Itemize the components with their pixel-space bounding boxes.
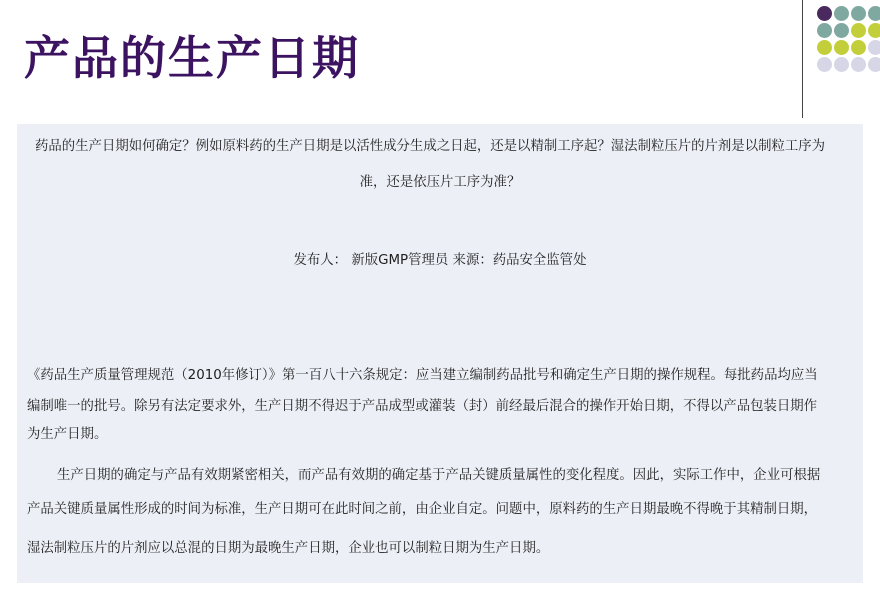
- decorative-dot: [868, 57, 880, 72]
- decorative-dot: [868, 23, 880, 38]
- decorative-dot: [851, 6, 866, 21]
- decorative-dot-grid: [812, 0, 880, 100]
- decorative-dot: [834, 23, 849, 38]
- publisher-info: 发布人： 新版GMP管理员 来源：药品安全监管处: [293, 253, 587, 268]
- answer-paragraph-1-line-3: 为生产日期。: [27, 427, 108, 442]
- decorative-dot: [834, 40, 849, 55]
- decorative-dot: [851, 40, 866, 55]
- answer-paragraph-1-line-2: 编制唯一的批号。除另有法定要求外，生产日期不得迟于产品成型或灌装（封）前经最后混合的操作开始日期，不得以产品包装日期作: [27, 399, 818, 414]
- decorative-dot: [834, 6, 849, 21]
- decorative-dot: [868, 40, 880, 55]
- decorative-dot: [817, 57, 832, 72]
- decorative-dot: [817, 6, 832, 21]
- question-line-2: 准，还是依压片工序为准？: [359, 175, 521, 190]
- answer-paragraph-2-line-2: 产品关键质量属性形成的时间为标准，生产日期可在此时间之前，由企业自定。问题中，原料药的生产日期最晚不得晚于其精制日期，: [27, 502, 818, 517]
- decorative-dot: [817, 23, 832, 38]
- decorative-dot: [851, 23, 866, 38]
- divider-line: [802, 0, 803, 118]
- answer-paragraph-1-line-1: 《药品生产质量管理规范（2010年修订）》第一百八十六条规定：应当建立编制药品批号和确定生产日期的操作规程。每批药品均应当: [27, 368, 818, 383]
- question-line-1: 药品的生产日期如何确定？例如原料药的生产日期是以活性成分生成之日起，还是以精制工序起？湿法制粒压片的片剂是以制粒工序为: [35, 139, 826, 154]
- content-panel: [17, 124, 863, 583]
- answer-paragraph-2-line-3: 湿法制粒压片的片剂应以总混的日期为最晚生产日期，企业也可以制粒日期为生产日期。: [27, 541, 550, 556]
- decorative-dot: [817, 40, 832, 55]
- decorative-dot: [834, 57, 849, 72]
- decorative-dot: [851, 57, 866, 72]
- decorative-dot: [868, 6, 880, 21]
- slide-title: 产品的生产日期: [24, 31, 360, 85]
- answer-paragraph-2-line-1: 生产日期的确定与产品有效期紧密相关，而产品有效期的确定基于产品关键质量属性的变化程度。因此，实际工作中，企业可根据: [57, 468, 821, 483]
